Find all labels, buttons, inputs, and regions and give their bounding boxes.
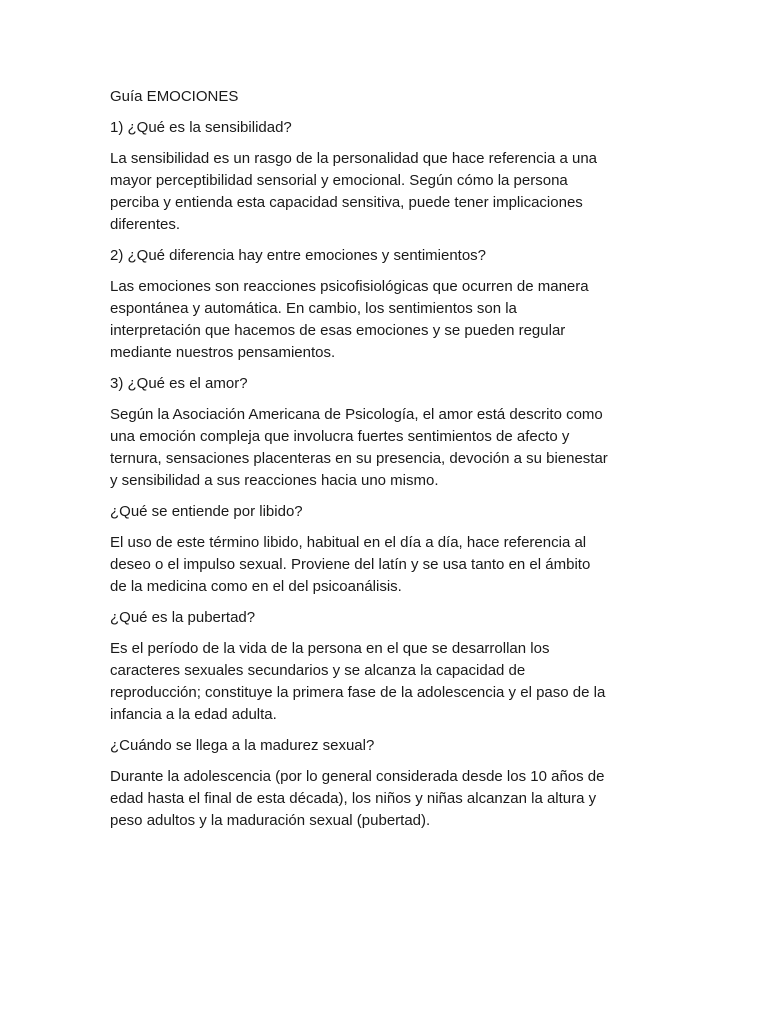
answer-paragraph: [110, 404, 670, 492]
answer-line: La sensibilidad es un rasgo de la personalidad que hace referencia a una: [110, 150, 598, 167]
answer-line: peso adultos y la maduración sexual (pubertad).: [110, 812, 431, 829]
answer-line: diferentes.: [110, 216, 181, 233]
answer-line: Según la Asociación Americana de Psicología, el amor está descrito como: [110, 406, 603, 423]
qa-section: [110, 607, 670, 726]
answer-paragraph: [110, 638, 670, 726]
answer-line: Es el período de la vida de la persona en el que se desarrollan los: [110, 640, 550, 657]
answer-paragraph: [110, 276, 670, 364]
question-heading: 3) ¿Qué es el amor?: [110, 375, 248, 392]
answer-paragraph: [110, 532, 670, 598]
answer-line: perciba y entienda esta capacidad sensitiva, puede tener implicaciones: [110, 194, 583, 211]
answer-line: una emoción compleja que involucra fuertes sentimientos de afecto y: [110, 428, 570, 445]
answer-line: interpretación que hacemos de esas emociones y se pueden regular: [110, 322, 566, 339]
answer-line: de la medicina como en el del psicoanálisis.: [110, 578, 402, 595]
question-heading: ¿Qué se entiende por libido?: [110, 503, 303, 520]
question-heading: 2) ¿Qué diferencia hay entre emociones y sentimientos?: [110, 247, 487, 264]
qa-section: [110, 117, 670, 236]
answer-line: El uso de este término libido, habitual en el día a día, hace referencia al: [110, 534, 587, 551]
answer-line: Durante la adolescencia (por lo general considerada desde los 10 años de: [110, 768, 605, 785]
answer-line: caracteres sexuales secundarios y se alcanza la capacidad de: [110, 662, 526, 679]
qa-section: [110, 373, 670, 492]
document-title: Guía EMOCIONES: [110, 88, 239, 105]
qa-section: [110, 245, 670, 364]
question-heading: 1) ¿Qué es la sensibilidad?: [110, 119, 292, 136]
qa-section: [110, 501, 670, 598]
answer-paragraph: [110, 148, 670, 236]
answer-line: reproducción; constituye la primera fase de la adolescencia y el paso de la: [110, 684, 606, 701]
answer-line: deseo o el impulso sexual. Proviene del latín y se usa tanto en el ámbito: [110, 556, 591, 573]
answer-line: mayor perceptibilidad sensorial y emocional. Según cómo la persona: [110, 172, 568, 189]
question-heading: ¿Cuándo se llega a la madurez sexual?: [110, 737, 375, 754]
sections-container: [110, 117, 670, 832]
qa-section: [110, 735, 670, 832]
answer-line: Las emociones son reacciones psicofisiológicas que ocurren de manera: [110, 278, 589, 295]
answer-line: mediante nuestros pensamientos.: [110, 344, 336, 361]
question-heading: ¿Qué es la pubertad?: [110, 609, 256, 626]
answer-line: y sensibilidad a sus reacciones hacia uno mismo.: [110, 472, 439, 489]
answer-paragraph: [110, 766, 670, 832]
answer-line: edad hasta el final de esta década), los niños y niñas alcanzan la altura y: [110, 790, 597, 807]
document-page: [110, 86, 670, 841]
answer-line: infancia a la edad adulta.: [110, 706, 277, 723]
answer-line: ternura, sensaciones placenteras en su presencia, devoción a su bienestar: [110, 450, 608, 467]
answer-line: espontánea y automática. En cambio, los sentimientos son la: [110, 300, 517, 317]
